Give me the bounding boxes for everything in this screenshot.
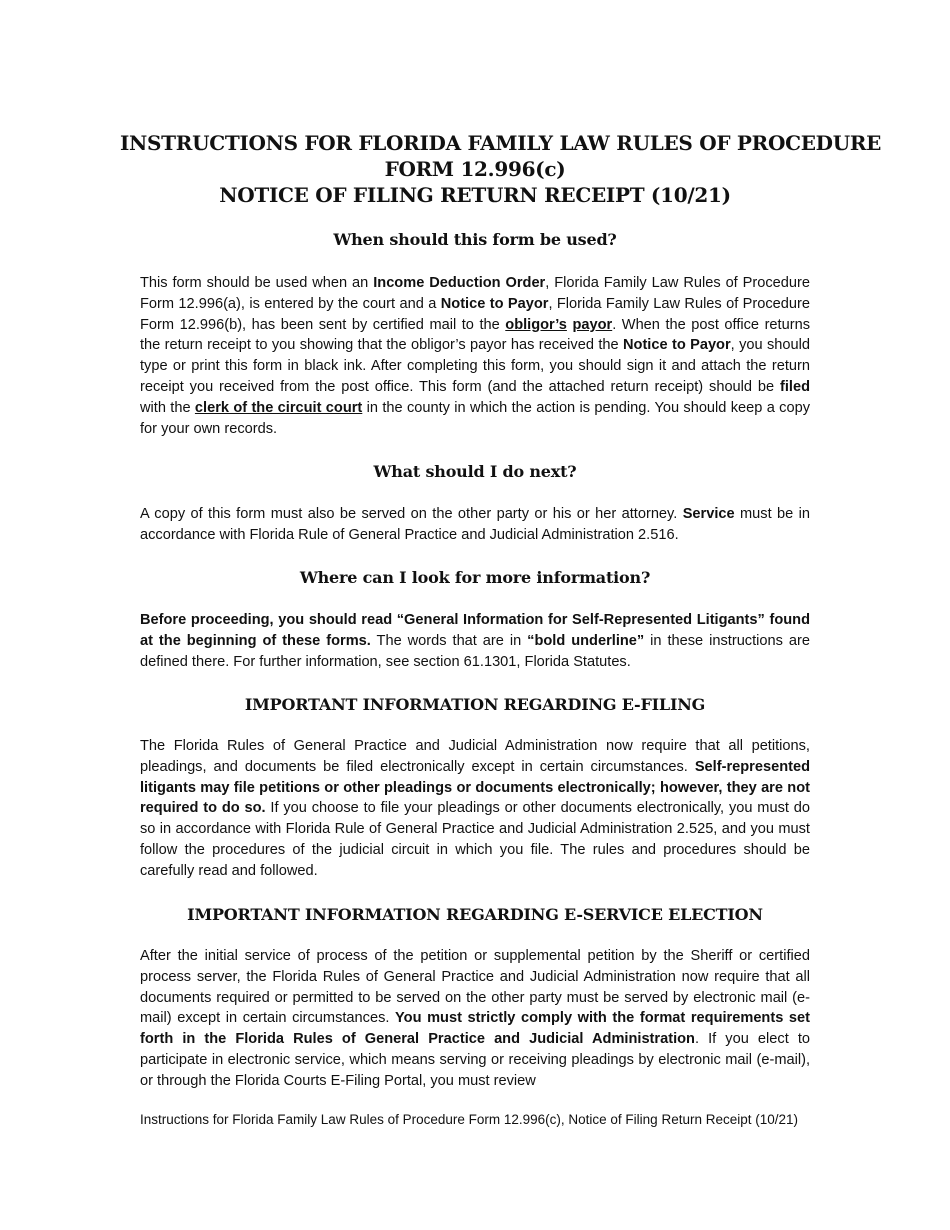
section-heading-e-service-election: IMPORTANT INFORMATION REGARDING E-SERVICE ELECTION (187, 905, 763, 924)
paragraph-e-service-election (140, 946, 810, 1092)
text-run: in the county in which the action is pending. You should keep a copy for your own records. (140, 399, 810, 437)
defined-term-clerk-of-circuit-court: clerk of the circuit court (194, 399, 363, 416)
text-run-bold: “bold underline” (527, 632, 645, 649)
document-title (120, 130, 882, 208)
text-run: If you choose to file your pleadings or other documents electronically, you must do so in accordance with Florida Rule of General Practice and Judicial Administration 2.525, and you must follow the procedures of the judicial circuit in which you file. The rules and procedures should be carefully read and followed. (140, 800, 811, 879)
text-run: with the (140, 399, 195, 416)
defined-term-obligors: obligor’s (505, 316, 567, 333)
text-run: must be in accordance with Florida Rule of General Practice and Judicial Administration 2.516. (140, 506, 810, 543)
term-notice-to-payor: Notice to Payor (440, 295, 549, 312)
text-run: This form should be used when an (140, 275, 374, 291)
text-run: . If you elect to participate in electronic service, which means serving or receiving pleadings by electronic mail (e-mail), or through the Florida Courts E-Filing Portal, you must review (140, 1031, 810, 1089)
text-run: in these instructions are defined there. For further information, see section 61.1301, Florida Statutes. (140, 632, 810, 670)
page-footer: Instructions for Florida Family Law Rules of Procedure Form 12.996(c), Notice of Filing Return Receipt (10/21) (140, 1112, 799, 1127)
section-heading-more-information: Where can I look for more information? (299, 568, 651, 587)
section-heading-e-filing: IMPORTANT INFORMATION REGARDING E-FILING (244, 695, 706, 714)
text-run-bold: Before proceeding, you should read “General Information for Self-Represented Litigants” found at the beginning of these forms. (140, 612, 810, 649)
text-run: , you should type or print this form in black ink. After completing this form, you should sign it and attach the return receipt you received from the post office. This form (and the attached return receipt) should be (140, 337, 810, 395)
paragraph-more-information (140, 610, 810, 672)
title-line-3: NOTICE OF FILING RETURN RECEIPT (10/21) (219, 183, 731, 207)
term-income-deduction-order: Income Deduction Order (373, 275, 546, 291)
section-heading-when-to-use: When should this form be used? (333, 230, 617, 249)
defined-term-payor: payor (572, 316, 613, 333)
paragraph-what-next (140, 504, 810, 546)
title-line-2: FORM 12.996(c) (384, 157, 566, 181)
text-run: , Florida Family Law Rules of Procedure Form 12.996(b), has been sent by certified mail to the (140, 295, 811, 333)
text-run: , Florida Family Law Rules of Procedure Form 12.996(a), is entered by the court and a (140, 275, 810, 312)
text-run: After the initial service of process of the petition or supplemental petition by the Sheriff or certified process server, the Florida Rules of General Practice and Judicial Administration now require that all documents required or permitted to be served on the other party must be served by electronic mail (e-mail) except in certain circumstances. (140, 948, 810, 1027)
text-run-bold: Self-represented litigants may file petitions or other pleadings or documents electronically; however, they are not required to do so. (140, 758, 810, 817)
text-run: . When the post office returns the return receipt to you showing that the obligor’s payor has received the (140, 316, 810, 354)
text-run: The Florida Rules of General Practice and Judicial Administration now require that all petitions, pleadings, and documents be filed electronically except in certain circumstances. (140, 738, 810, 775)
paragraph-e-filing (140, 736, 810, 882)
section-heading-what-next: What should I do next? (373, 462, 577, 481)
paragraph-when-to-use (140, 273, 810, 439)
term-service: Service (682, 506, 735, 522)
text-run: The words that are in (370, 632, 528, 649)
title-line-1: INSTRUCTIONS FOR FLORIDA FAMILY LAW RULES OF PROCEDURE (120, 131, 882, 155)
text-run: A copy of this form must also be served on the other party or his or her attorney. (140, 506, 683, 522)
term-notice-to-payor: Notice to Payor (622, 337, 731, 354)
term-filed: filed (780, 378, 810, 395)
text-run-bold: You must strictly comply with the format requirements set forth in the Florida Rules of General Practice and Judicial Administration (140, 1010, 810, 1048)
